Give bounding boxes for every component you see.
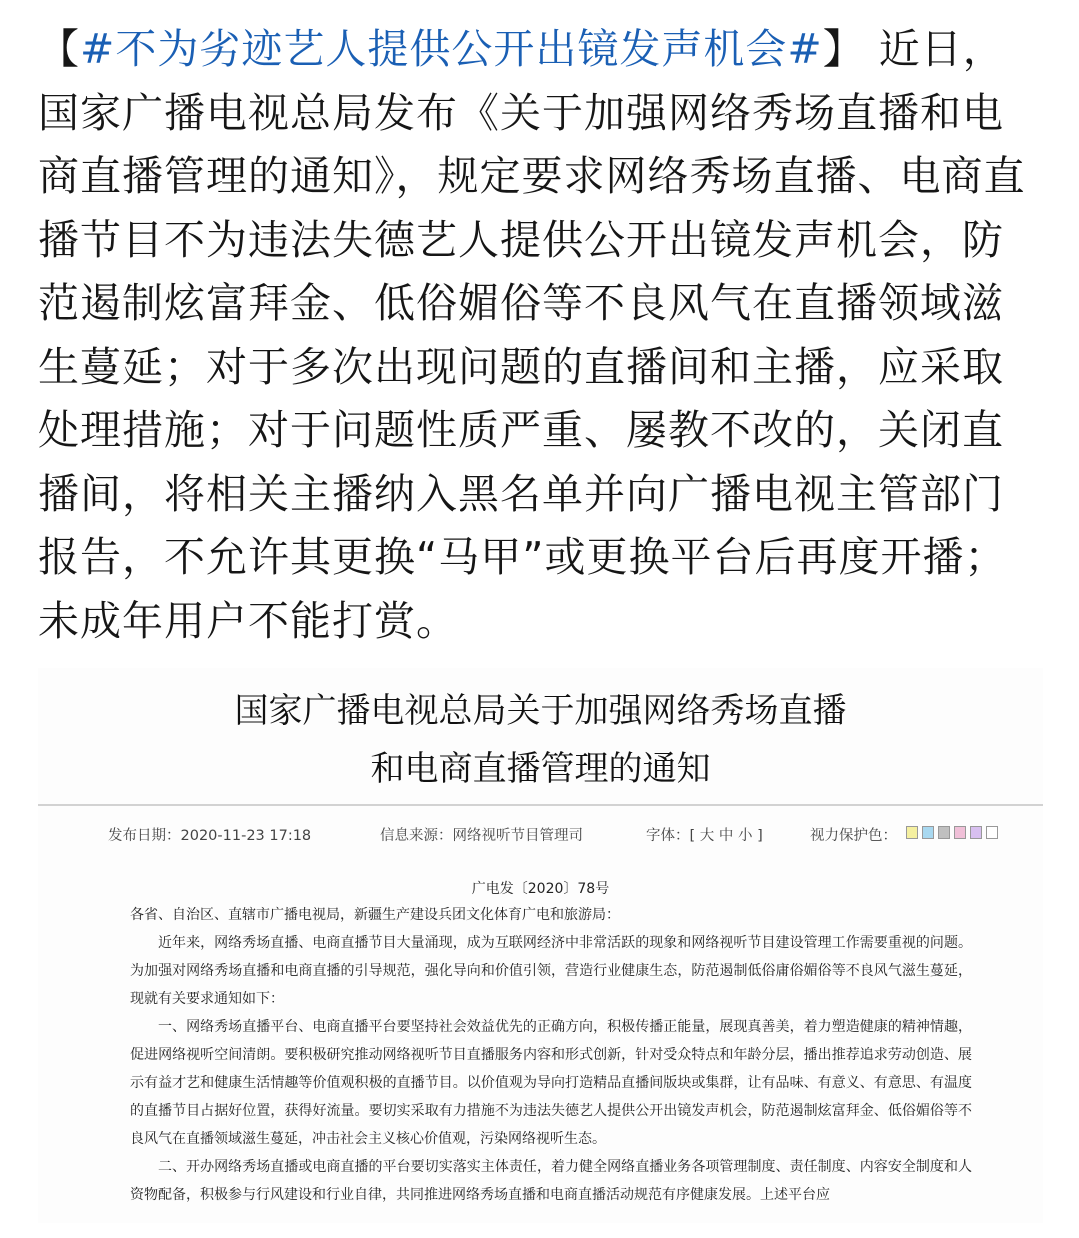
post-text [38,18,1043,653]
paragraph-two: 二、开办网络秀场直播或电商直播的平台要切实落实主体责任，着力健全网络直播业务各项管理制度、责任制度、内容安全制度和人资物配备，积极参与行风建设和行业自律，共同推进网络秀场直播和电商直播活动规范有序健康发展。上述平台应 [130,1159,972,1203]
salutation: 各省、自治区、直辖市广播电视局，新疆生产建设兵团文化体育广电和旅游局： [130,907,620,923]
document-screenshot [38,668,1043,1223]
eye-care-swatches [906,826,998,839]
title-divider [38,804,1043,806]
publish-date: 发布日期：2020-11-23 17:18 [108,828,312,844]
eye-care-swatch-purple[interactable] [970,826,982,839]
post-body: 近日，国家广播电视总局发布《关于加强网络秀场直播和电商直播管理的通知》，规定要求网络秀场直播、电商直播节目不为违法失德艺人提供公开出镜发声机会，防范遏制炫富拜金、低俗媚俗等不良风气在直播领域滋生蔓延；对于多次出现问题的直播间和主播，应采取处理措施；对于问题性质严重、屡教不改的，关闭直播间，将相关主播纳入黑名单并向广播电视主管部门报告，不允许其更换“马甲”或更换平台后再度开播；未成年用户不能打赏。 [38,25,1026,645]
document-title [38,682,1043,798]
paragraph-intro: 近年来，网络秀场直播、电商直播节目大量涌现，成为互联网经济中非常活跃的现象和网络视听节目建设管理工作需要重视的问题。为加强对网络秀场直播和电商直播的引导规范，强化导向和价值引领，营造行业健康生态，防范遏制低俗庸俗媚俗等不良风气滋生蔓延，现就有关要求通知如下： [130,935,972,1007]
paragraph-one: 一、网络秀场直播平台、电商直播平台要坚持社会效益优先的正确方向，积极传播正能量，展现真善美，着力塑造健康的精神情趣，促进网络视听空间清朗。要积极研究推动网络视听节目直播服务内容和形式创新，针对受众特点和年龄分层，播出推荐追求劳动创造、展示有益才艺和健康生活情趣等价值观积极的直播节目。以价值观为导向打造精品直播间版块或集群，让有品味、有意义、有意思、有温度的直播节目占据好位置，获得好流量。要切实采取有力措施不为违法失德艺人提供公开出镜发声机会，防范遏制炫富拜金、低俗媚俗等不良风气在直播领域滋生蔓延，冲击社会主义核心价值观，污染网络视听生态。 [130,1019,972,1147]
hashtag-close-bracket: 】 [822,25,865,73]
info-source: 信息来源：网络视听节目管理司 [380,828,583,844]
document-title-line-1: 国家广播电视总局关于加强网络秀场直播 [234,691,847,731]
document-body [130,901,972,1209]
eye-care-label: 视力保护色： [810,828,897,844]
eye-care-swatch-yellow[interactable] [906,826,918,839]
eye-care-swatch-white[interactable] [986,826,998,839]
eye-care-swatch-pink[interactable] [954,826,966,839]
hashtag-open-bracket: 【 [38,25,80,73]
eye-care-swatch-gray[interactable] [938,826,950,839]
document-title-line-2: 和电商直播管理的通知 [370,749,711,789]
document-number: 广电发〔2020〕78号 [471,881,610,897]
eye-care-swatch-blue[interactable] [922,826,934,839]
font-size-selector[interactable]: 字体：[ 大 中 小 ] [646,828,763,844]
hashtag-link[interactable]: #不为劣迹艺人提供公开出镜发声机会# [80,25,823,73]
